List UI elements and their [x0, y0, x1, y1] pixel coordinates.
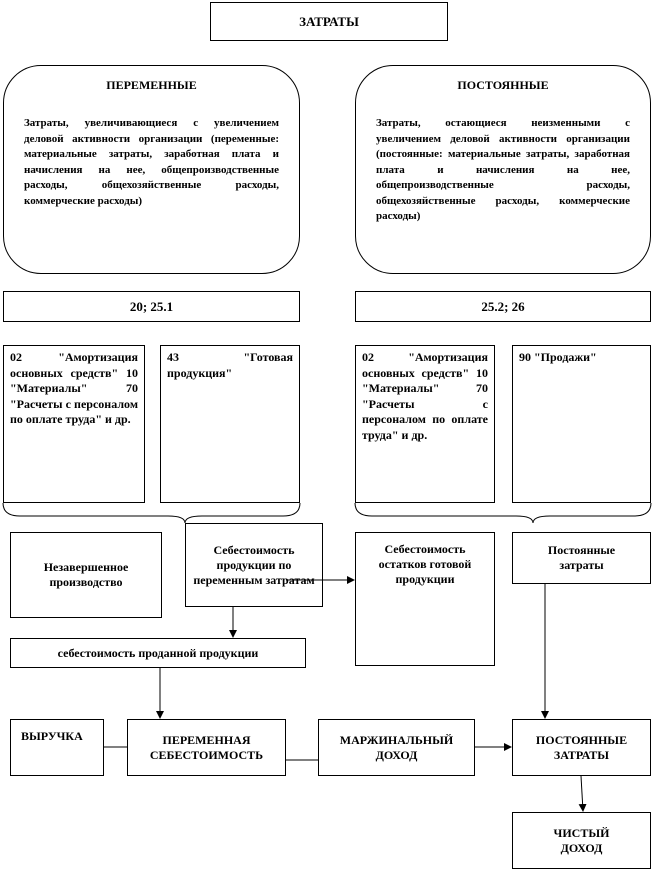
fixed-costs-description: Затраты, остающиеся неизменными с увеличением деловой активности организации (постоянные: материальные затраты, заработная плата и начисления на нее, общепроизводственные расходы, общехозяйственные расходы, коммерческие расходы)	[376, 117, 630, 222]
variable-accounts-ref: 20; 25.1	[3, 291, 300, 322]
fixed-accounts-ref: 25.2; 26	[355, 291, 651, 322]
arrow-to-net-income	[581, 776, 583, 811]
fixed-costs-small-box: Постоянные затраты	[512, 532, 651, 584]
cost-sold-box: себестоимость проданной продукции	[10, 638, 306, 668]
left-brace	[3, 503, 300, 523]
margin-box: МАРЖИНАЛЬНЫЙ ДОХОД	[318, 719, 475, 776]
variable-costs-description: Затраты, увеличивающиеся с увеличением деловой активности организации (переменные: материальные затраты, заработная плата и начисления на нее, общепроизводственные расходы, общехозяйственные расходы, коммерческие расходы)	[24, 117, 279, 207]
variable-cost-box: ПЕРЕМЕННАЯ СЕБЕСТОИМОСТЬ	[127, 719, 286, 776]
fixed-accounts-left: 02 "Амортизация основных средств" 10 "Материалы" 70 "Расчеты с персоналом по оплате труда" и др.	[355, 345, 495, 503]
variable-accounts-right: 43 "Готовая продукция"	[160, 345, 300, 503]
fixed-accounts-right: 90 "Продажи"	[512, 345, 651, 503]
variable-accounts-left: 02 "Амортизация основных средств" 10 "Материалы" 70 "Расчеты с персоналом по оплате труда" и др.	[3, 345, 145, 503]
right-brace	[355, 503, 651, 523]
work-in-progress-box: Незавершенное производство	[10, 532, 162, 618]
revenue-box: ВЫРУЧКА	[10, 719, 104, 776]
variable-costs-box	[3, 65, 300, 274]
fixed-costs-total-box: ПОСТОЯННЫЕ ЗАТРАТЫ	[512, 719, 651, 776]
cost-variable-box: Себестоимость продукции по переменным затратам	[185, 523, 323, 607]
net-income-box: ЧИСТЫЙ ДОХОД	[512, 812, 651, 869]
variable-costs-title: ПЕРЕМЕННЫЕ	[106, 78, 197, 92]
fixed-costs-title: ПОСТОЯННЫЕ	[457, 78, 549, 92]
cost-stock-box: Себестоимость остатков готовой продукции	[355, 532, 495, 666]
fixed-costs-box	[355, 65, 651, 274]
diagram-title: ЗАТРАТЫ	[210, 2, 448, 41]
